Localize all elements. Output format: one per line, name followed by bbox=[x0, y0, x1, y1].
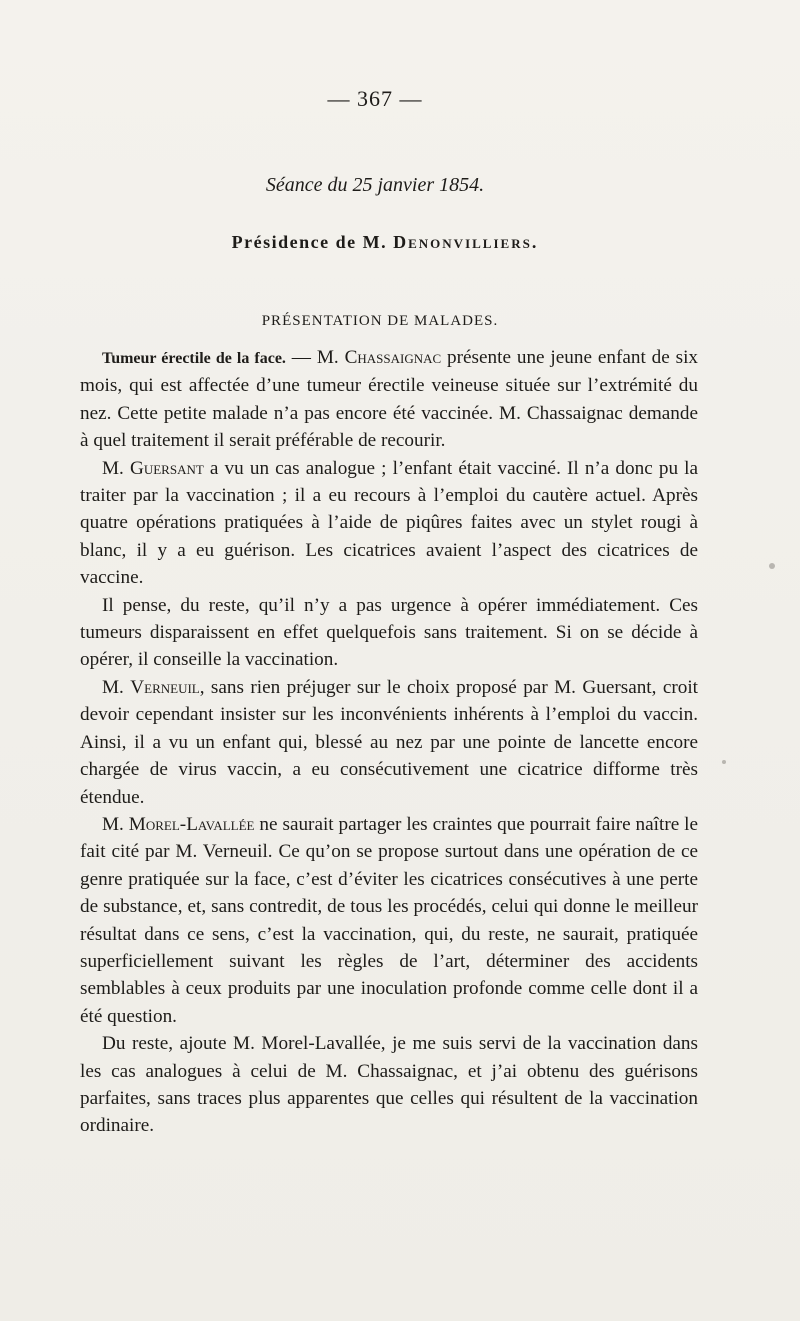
paragraph-1 bbox=[80, 344, 698, 455]
speaker-name: Morel-Lavallée bbox=[128, 813, 255, 835]
presidency-prefix: Présidence de M. bbox=[231, 232, 388, 252]
paragraph-6 bbox=[80, 1030, 698, 1140]
paragraph-dash: — M. bbox=[285, 347, 345, 368]
session-date-heading bbox=[0, 174, 750, 197]
speaker-name: Verneuil bbox=[130, 676, 200, 698]
paragraph-text: a vu un cas analogue ; l’enfant était vacciné. Il n’a donc pu la traiter par la vaccination ; il a eu recours à l’emploi du cautère actuel. Après quatre opérations pratiquées à l’aide de piqûres faites avec un stylet rougi à blanc, il y a eu guérison. Les cicatrices avaient l’aspect des cicatrices de vaccine. bbox=[80, 457, 698, 589]
paragraph-text: présente une jeune enfant de six mois, qui est affectée d’une tumeur érectile veineuse située sur l’extrémité du nez. Cette petite malade n’a pas encore été vaccinée. M. Chassaignac demande à quel traitement il serait préférable de recourir. bbox=[80, 347, 699, 452]
paragraph-text: Du reste, ajoute M. Morel-Lavallée, je me suis servi de la vaccination dans les cas analogues à celui de M. Chassaignac, et j’ai obtenu des guérisons parfaites, sans traces plus apparentes que celles qui résultent de la vaccination ordinaire. bbox=[80, 1033, 698, 1137]
paragraph-prefix: M. bbox=[102, 813, 129, 835]
speaker-name: Chassaignac bbox=[344, 347, 442, 368]
presidency-name: Denonvilliers. bbox=[393, 232, 539, 252]
session-date: 25 janvier 1854. bbox=[352, 174, 485, 196]
paragraph-5 bbox=[80, 811, 698, 1030]
paragraph-subject: Tumeur érectile de la face. bbox=[102, 350, 286, 367]
paragraph-4 bbox=[80, 674, 698, 811]
body-text bbox=[80, 344, 698, 1140]
page-number: — 367 — bbox=[327, 86, 423, 111]
paragraph-text: ne saurait partager les craintes que pourrait faire naître le fait cité par M. Verneuil. Ce qu’on se propose surtout dans une opération de ce genre pratiquée sur la face, c’est d’éviter les cicatrices consécutives à une perte de substance, et, sans contredit, de tous les procédés, celui qui donne le meilleur résultat dans ce sens, c’est la vaccination, qui, du reste, ne saurait, pratiquée superficiellement suivant les règles de l’art, déterminer des accidents semblables à ceux produits par une inoculation profonde comme celle dont il a été question. bbox=[80, 813, 699, 1027]
speaker-name: Guersant bbox=[129, 457, 204, 479]
paper-speck bbox=[722, 760, 726, 764]
paragraph-text: , sans rien préjuger sur le choix proposé par M. Guersant, croit devoir cependant insister sur les inconvénients inhérents à l’emploi du vaccin. Ainsi, il a vu un enfant qui, blessé au nez par une pointe de lancette encore chargée de virus vaccin, a eu consécutivement une cicatrice difforme très étendue. bbox=[80, 676, 698, 808]
presidency-heading bbox=[0, 232, 770, 253]
paragraph-text: Il pense, du reste, qu’il n’y a pas urgence à opérer immédiatement. Ces tumeurs disparaissent en effet quelquefois sans traitement. Si on se décide à opérer, il conseille la vaccination. bbox=[80, 594, 698, 671]
paper-speck bbox=[769, 563, 775, 569]
session-prefix: Séance du bbox=[265, 174, 348, 196]
paragraph-3 bbox=[80, 592, 698, 674]
section-heading: PRÉSENTATION DE MALADES. bbox=[261, 313, 499, 329]
paragraph-2 bbox=[80, 455, 698, 592]
paragraph-prefix: M. bbox=[102, 457, 130, 479]
paragraph-prefix: M. bbox=[102, 676, 131, 698]
